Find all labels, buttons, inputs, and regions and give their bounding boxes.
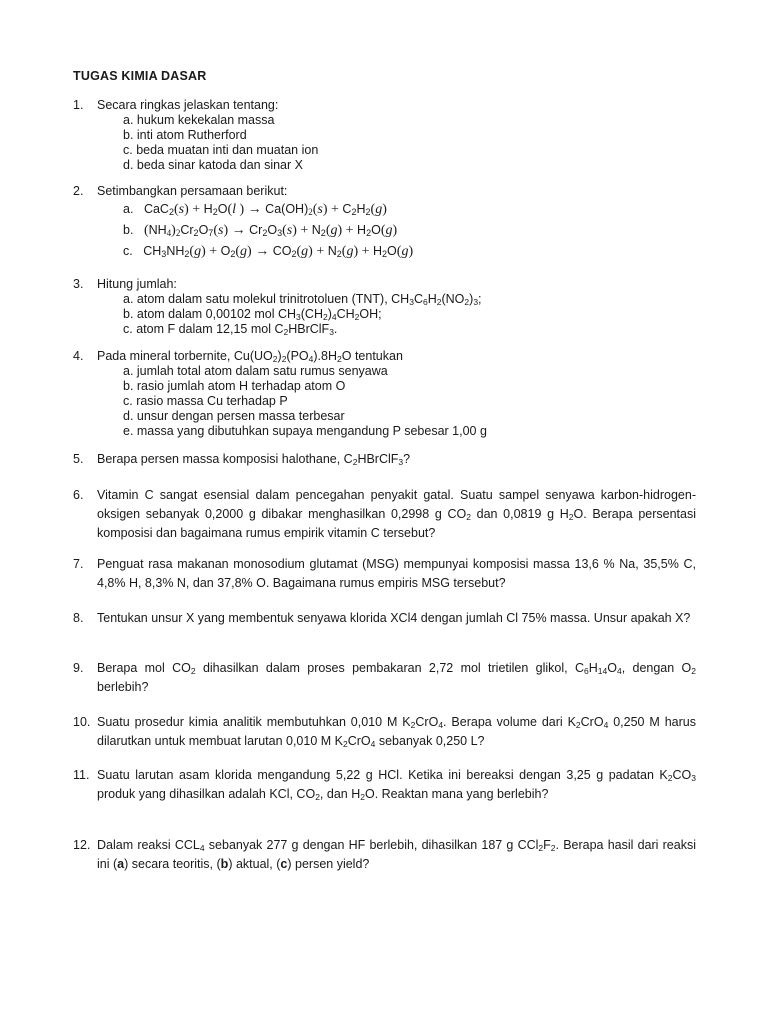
- question-text: Berapa persen massa komposisi halothane, $C_2HBrClF_3$?: [97, 452, 411, 467]
- question-number: 5.: [73, 452, 84, 466]
- question-1: [73, 98, 696, 173]
- sub-item: c. atom F dalam 12,15 mol $C_2HBrClF_3$.: [123, 322, 338, 337]
- equation-a: a. $CaC_2(s) + H_2O(l$ ) → $Ca(OH)_2(s) + C_2H_2(g)$: [123, 202, 387, 217]
- question-4: [73, 349, 696, 439]
- question-text: Dalam reaksi $CCL_4$ sebanyak 277 g dengan HF berlebih, dihasilkan 187 g $CCl_2F_2$. Berapa hasil dari reaksi ini (a) secara teoritis, (b) aktual, (c) persen yield?: [97, 838, 696, 871]
- question-text: Berapa mol $CO_2$ dihasilkan dalam proses pembakaran 2,72 mol trietilen glikol, $C_6H_{14}O_4$, dengan $O_2$ berlebih?: [97, 661, 696, 694]
- question-text: Secara ringkas jelaskan tentang:: [97, 98, 279, 112]
- question-text: Setimbangkan persamaan berikut:: [97, 184, 288, 198]
- question-6: [73, 486, 696, 543]
- question-12: [73, 836, 696, 874]
- question-text: Tentukan unsur X yang membentuk senyawa klorida XCl4 dengan jumlah Cl 75% massa. Unsur apakah X?: [97, 611, 691, 625]
- question-text: Penguat rasa makanan monosodium glutamat (MSG) mempunyai komposisi massa 13,6 % Na, 35,5% C, 4,8% H, 8,3% N, dan 37,8% O. Bagaimana rumus empiris MSG tersebut?: [97, 557, 696, 590]
- question-5: [73, 452, 696, 467]
- question-9: [73, 659, 696, 697]
- question-number: 2.: [73, 184, 84, 198]
- question-text: Pada mineral torbernite, $Cu(UO_2)_2(PO_4).8H_2O$ tentukan: [97, 349, 403, 364]
- question-text: Hitung jumlah:: [97, 277, 177, 291]
- sub-item: e. massa yang dibutuhkan supaya mengandung P sebesar 1,00 g: [123, 424, 487, 438]
- sub-item: c. rasio massa Cu terhadap P: [123, 394, 288, 408]
- sub-item: a. hukum kekekalan massa: [123, 113, 275, 127]
- sub-item: c. beda muatan inti dan muatan ion: [123, 143, 319, 157]
- equation-c: c. $CH_3NH_2(g) + O_2(g) \to CO_2(g) + N_2(g) + H_2O(g)$: [123, 244, 414, 259]
- question-number: 3.: [73, 277, 84, 291]
- sub-item: b. atom dalam 0,00102 mol $CH_3(CH_2)_4CH_2OH$;: [123, 307, 382, 322]
- sub-item: d. unsur dengan persen massa terbesar: [123, 409, 345, 423]
- sub-item: b. inti atom Rutherford: [123, 128, 247, 142]
- question-number: 4.: [73, 349, 84, 363]
- sub-item: a. atom dalam satu molekul trinitrotoluen (TNT), $CH_3C_6H_2(NO_2)_3$;: [123, 292, 482, 307]
- question-text: Suatu larutan asam klorida mengandung 5,22 g HCl. Ketika ini bereaksi dengan 3,25 g padatan $K_2CO_3$ produk yang dihasilkan adalah KCl, $CO_2$, dan $H_2O$. Reaktan mana yang berlebih?: [97, 768, 696, 802]
- sub-item: d. beda sinar katoda dan sinar X: [123, 158, 303, 172]
- question-number: 12.: [73, 838, 91, 852]
- question-3: [73, 277, 696, 337]
- question-10: [73, 713, 696, 751]
- question-number: 6.: [73, 488, 84, 502]
- sub-item: a. jumlah total atom dalam satu rumus senyawa: [123, 364, 388, 378]
- sub-list: [123, 364, 696, 439]
- document-title: TUGAS KIMIA DASAR: [73, 69, 207, 83]
- question-11: [73, 766, 696, 804]
- question-number: 7.: [73, 557, 84, 571]
- question-2: [73, 184, 696, 262]
- question-number: 11.: [73, 768, 90, 782]
- question-number: 1.: [73, 98, 84, 112]
- question-number: 8.: [73, 611, 84, 625]
- question-text: Suatu prosedur kimia analitik membutuhkan 0,010 M $K_2CrO_4$. Berapa volume dari $K_2CrO_4$ 0,250 M harus dilarutkan untuk membuat larutan 0,010 M $K_2CrO_4$ sebanyak 0,250 L?: [97, 715, 696, 749]
- question-number: 10.: [73, 715, 91, 729]
- sub-item: b. rasio jumlah atom H terhadap atom O: [123, 379, 346, 393]
- question-7: [73, 555, 696, 593]
- equation-list: [123, 199, 696, 262]
- question-8: [73, 609, 696, 628]
- sub-list: [123, 113, 696, 173]
- question-text: Vitamin C sangat esensial dalam pencegahan penyakit gatal. Suatu sampel senyawa karbon-hidrogen-oksigen sebanyak 0,2000 g dibakar menghasilkan 0,2998 g $CO_2$ dan 0,0819 g $H_2O$. Berapa persentasi komposisi dan bagaimana rumus empirik vitamin C tersebut?: [97, 488, 696, 540]
- question-number: 9.: [73, 661, 84, 675]
- equation-b: b. $(NH_4)_2Cr_2O_7(s) \to Cr_2O_3(s) + N_2(g) + H_2O(g)$: [123, 223, 398, 238]
